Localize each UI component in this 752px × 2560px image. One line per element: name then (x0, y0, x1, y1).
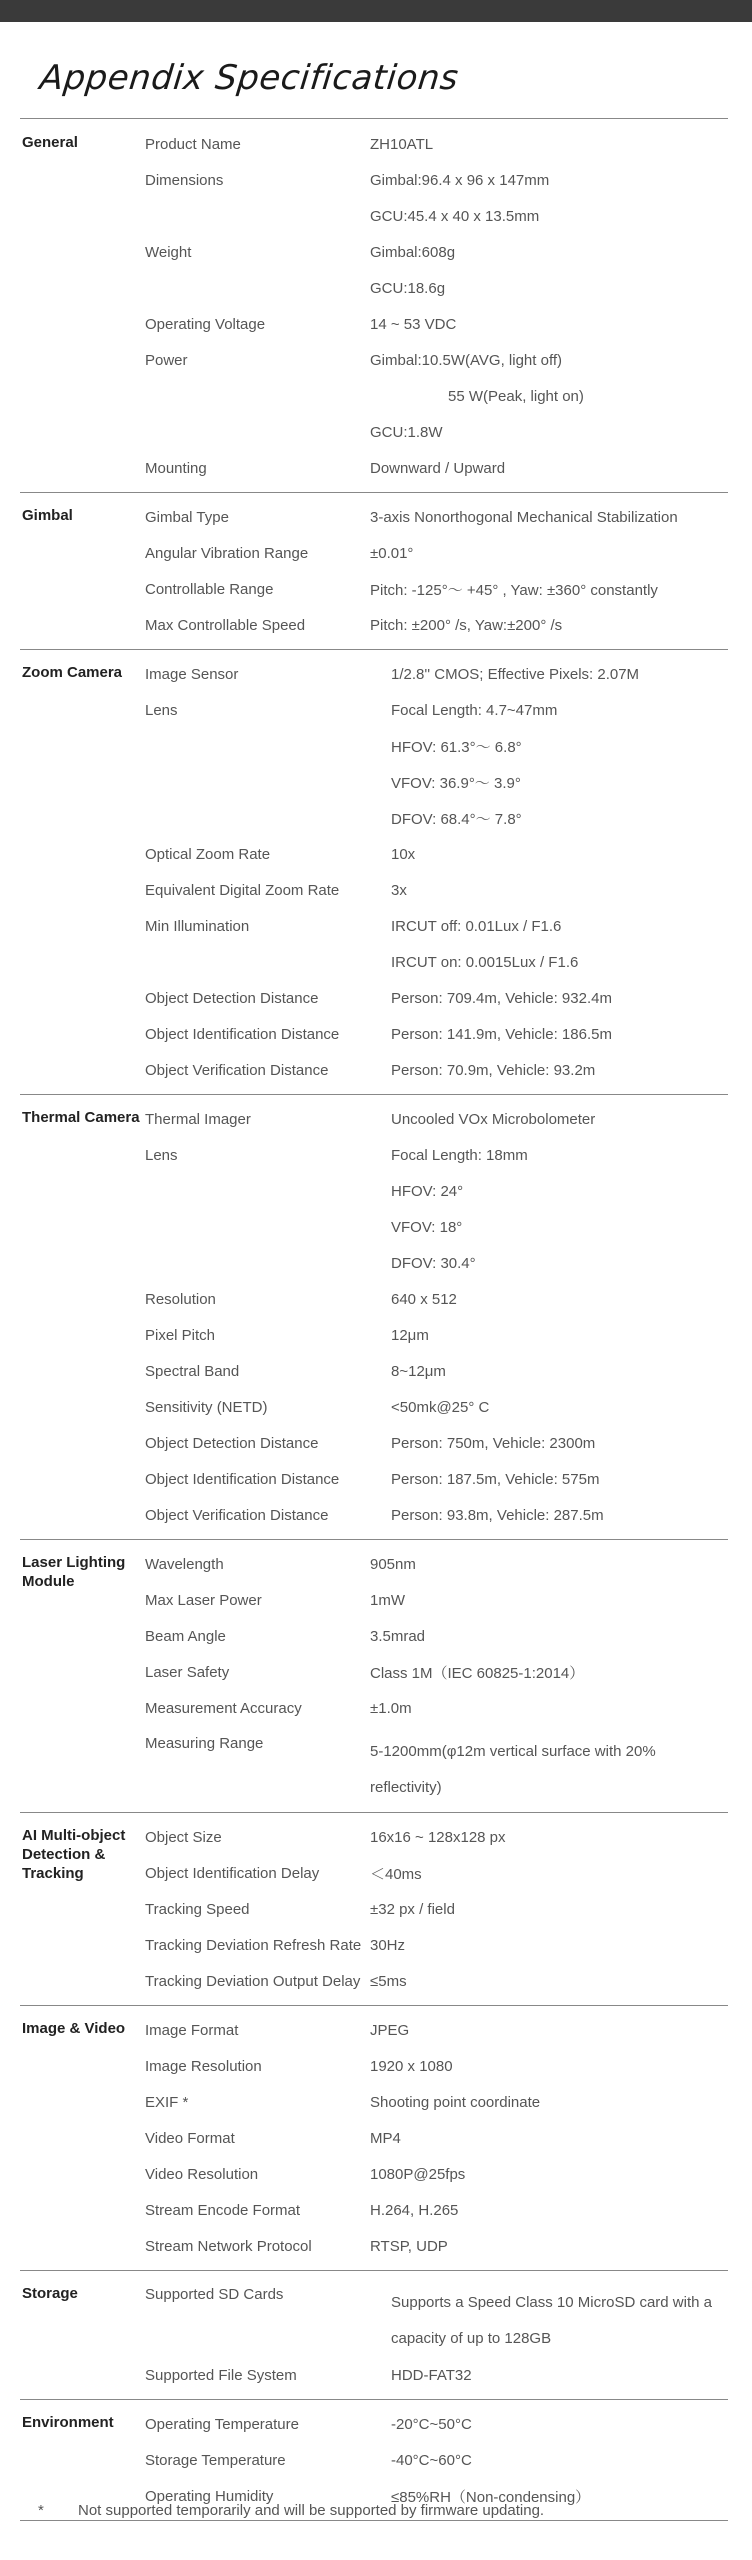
spec-section (20, 493, 728, 650)
spec-row (20, 692, 728, 728)
spec-value: 3-axis Nonorthogonal Mechanical Stabilization (370, 508, 678, 526)
spec-label: Object Detection Distance (145, 1434, 319, 1452)
spec-label: Object Detection Distance (145, 989, 319, 1007)
spec-row (20, 1654, 728, 1690)
spec-value: HDD-FAT32 (391, 2366, 472, 2384)
spec-label: Supported SD Cards (145, 2286, 284, 2303)
spec-label: Wavelength (145, 1555, 224, 1573)
spec-value: Supports a Speed Class 10 MicroSD card with a capacity of up to 128GB (391, 2294, 712, 2347)
section-heading: AI Multi-object Detection & Tracking (22, 1827, 126, 1882)
spec-value: Pitch: -125°～ +45° , Yaw: ±360° constantly (370, 581, 658, 599)
spec-row (20, 1963, 728, 1999)
spec-label: Resolution (145, 1290, 216, 1308)
spec-value: RTSP, UDP (370, 2237, 448, 2255)
spec-row (20, 571, 728, 607)
spec-value: 12μm (391, 1326, 429, 1344)
spec-row (20, 1927, 728, 1963)
spec-section (20, 120, 728, 493)
spec-row (20, 1281, 728, 1317)
spec-value: 30Hz (370, 1936, 406, 1954)
spec-table (20, 120, 728, 2521)
spec-label: Operating Voltage (145, 315, 266, 333)
spec-row (20, 2120, 728, 2156)
spec-row (20, 2228, 728, 2264)
spec-label: EXIF * (145, 2093, 189, 2111)
spec-value: DFOV: 30.4° (391, 1254, 476, 1272)
spec-value: Gimbal:96.4 x 96 x 147mm (370, 171, 550, 189)
spec-value: 16x16 ~ 128x128 px (370, 1828, 506, 1846)
spec-label: Image Format (145, 2021, 239, 2039)
spec-value: ≤85%RH（Non-condensing） (391, 2488, 591, 2506)
spec-label: Object Identification Distance (145, 1470, 340, 1488)
spec-value: IRCUT on: 0.0015Lux / F1.6 (391, 953, 579, 971)
spec-row (20, 2048, 728, 2084)
spec-row (20, 378, 728, 414)
spec-row (20, 1618, 728, 1654)
spec-value: VFOV: 18° (391, 1218, 463, 1236)
spec-row (20, 234, 728, 270)
spec-label: Supported File System (145, 2366, 297, 2384)
spec-row (20, 2084, 728, 2120)
spec-value: ≤5ms (370, 1972, 407, 1990)
spec-section (20, 1540, 728, 1813)
footnote-text: Not supported temporarily and will be supported by firmware updating. (78, 2502, 545, 2519)
section-heading: Gimbal (22, 507, 73, 524)
section-heading: Laser Lighting Module (22, 1554, 126, 1590)
spec-label: Product Name (145, 135, 241, 153)
spec-label: Sensitivity (NETD) (145, 1398, 268, 1416)
spec-row (20, 1497, 728, 1533)
top-bar (0, 0, 752, 22)
spec-row (20, 800, 728, 836)
spec-row (20, 414, 728, 450)
spec-label: Stream Network Protocol (145, 2237, 312, 2255)
spec-row (20, 728, 728, 764)
spec-row (20, 1137, 728, 1173)
spec-row (20, 1209, 728, 1245)
spec-value: 8~12μm (391, 1362, 446, 1380)
spec-label: Lens (145, 1146, 178, 1164)
spec-row (20, 198, 728, 234)
spec-label: Mounting (145, 459, 207, 477)
section-heading: Image & Video (22, 2020, 126, 2037)
spec-label: Video Resolution (145, 2165, 259, 2183)
spec-section (20, 2271, 728, 2400)
spec-row (20, 1016, 728, 1052)
spec-value: Downward / Upward (370, 459, 506, 477)
spec-value: VFOV: 36.9°～ 3.9° (391, 774, 521, 792)
spec-label: Weight (145, 243, 192, 261)
spec-value: GCU:18.6g (370, 279, 446, 297)
spec-row (20, 1052, 728, 1088)
spec-value: 1/2.8'' CMOS; Effective Pixels: 2.07M (391, 665, 640, 683)
spec-row (20, 306, 728, 342)
spec-value: 3.5mrad (370, 1627, 426, 1645)
spec-value: ±0.01° (370, 544, 414, 562)
spec-value: Person: 709.4m, Vehicle: 932.4m (391, 989, 612, 1007)
spec-label: Power (145, 351, 188, 369)
section-heading: General (22, 134, 78, 151)
spec-value: Class 1M（IEC 60825-1:2014） (370, 1664, 585, 1682)
spec-value: 10x (391, 845, 416, 863)
spec-label: Measurement Accuracy (145, 1699, 302, 1717)
spec-value: Shooting point coordinate (370, 2093, 541, 2111)
spec-value: -40°C~60°C (391, 2451, 472, 2469)
page-title: Appendix Specifications (37, 58, 461, 98)
spec-value: 1080P@25fps (370, 2165, 466, 2183)
spec-label: Tracking Deviation Refresh Rate (145, 1936, 362, 1954)
spec-value: 14 ~ 53 VDC (370, 315, 457, 333)
spec-label: Image Resolution (145, 2057, 262, 2075)
section-heading: Thermal Camera (22, 1109, 140, 1126)
spec-value: 55 W(Peak, light on) (448, 387, 584, 405)
spec-value: DFOV: 68.4°～ 7.8° (391, 810, 522, 828)
spec-row (20, 1317, 728, 1353)
spec-label: Thermal Imager (145, 1110, 251, 1128)
footnote-mark: * (38, 2502, 44, 2519)
spec-value: JPEG (370, 2021, 410, 2039)
spec-label: Object Verification Distance (145, 1506, 329, 1524)
spec-row (20, 1245, 728, 1281)
spec-row (20, 450, 728, 486)
spec-value: -20°C~50°C (391, 2415, 472, 2433)
spec-label: Laser Safety (145, 1663, 230, 1681)
spec-value: <50mk@25° C (391, 1398, 490, 1416)
spec-row (20, 944, 728, 980)
spec-value: Gimbal:608g (370, 243, 456, 261)
spec-row (20, 1891, 728, 1927)
spec-row (20, 2156, 728, 2192)
spec-value: ZH10ATL (370, 135, 434, 153)
spec-value: Uncooled VOx Microbolometer (391, 1110, 596, 1128)
spec-value: 905nm (370, 1555, 416, 1573)
spec-label: Object Verification Distance (145, 1061, 329, 1079)
spec-value: Gimbal:10.5W(AVG, light off) (370, 351, 563, 369)
spec-value: Focal Length: 18mm (391, 1146, 528, 1164)
spec-value: Person: 187.5m, Vehicle: 575m (391, 1470, 600, 1488)
spec-row (20, 342, 728, 378)
spec-row (20, 872, 728, 908)
spec-row (20, 1461, 728, 1497)
spec-row (20, 980, 728, 1016)
spec-value: Person: 70.9m, Vehicle: 93.2m (391, 1061, 596, 1079)
spec-label: Lens (145, 701, 178, 719)
spec-value: ±32 px / field (370, 1900, 455, 1918)
spec-label: Optical Zoom Rate (145, 845, 271, 863)
spec-value: MP4 (370, 2129, 401, 2147)
spec-value: Person: 141.9m, Vehicle: 186.5m (391, 1025, 612, 1043)
spec-value: 1mW (370, 1591, 405, 1609)
spec-label: Min Illumination (145, 917, 250, 935)
spec-value: Focal Length: 4.7~47mm (391, 701, 558, 719)
spec-section (20, 1095, 728, 1540)
spec-row (20, 2357, 728, 2393)
spec-value: ＜40ms (370, 1865, 422, 1883)
spec-value: GCU:1.8W (370, 423, 443, 441)
spec-value: 5-1200mm(φ12m vertical surface with 20% reflectivity) (370, 1743, 656, 1796)
spec-row (20, 836, 728, 872)
spec-label: Operating Humidity (145, 2487, 274, 2505)
spec-label: Equivalent Digital Zoom Rate (145, 881, 340, 899)
spec-value: HFOV: 61.3°～ 6.8° (391, 738, 522, 756)
spec-label: Angular Vibration Range (145, 544, 309, 562)
spec-value: 640 x 512 (391, 1290, 457, 1308)
spec-value: Person: 750m, Vehicle: 2300m (391, 1434, 596, 1452)
spec-row (20, 270, 728, 306)
spec-value: HFOV: 24° (391, 1182, 464, 1200)
spec-row (20, 1726, 728, 1806)
title-divider (20, 118, 728, 119)
spec-row (20, 908, 728, 944)
spec-label: Beam Angle (145, 1627, 226, 1645)
spec-label: Video Format (145, 2129, 235, 2147)
spec-row (20, 1389, 728, 1425)
spec-label: Controllable Range (145, 580, 274, 598)
spec-row (20, 1690, 728, 1726)
spec-row (20, 607, 728, 643)
spec-label: Tracking Deviation Output Delay (145, 1972, 361, 1990)
spec-row (20, 162, 728, 198)
spec-label: Object Identification Distance (145, 1025, 340, 1043)
spec-row (20, 535, 728, 571)
spec-label: Spectral Band (145, 1362, 240, 1380)
spec-label: Image Sensor (145, 665, 239, 683)
spec-row (20, 2442, 728, 2478)
spec-value: Pitch: ±200° /s, Yaw:±200° /s (370, 616, 563, 634)
spec-value: ±1.0m (370, 1699, 412, 1717)
spec-label: Dimensions (145, 171, 224, 189)
spec-label: Tracking Speed (145, 1900, 250, 1918)
spec-label: Pixel Pitch (145, 1326, 216, 1344)
spec-section (20, 2006, 728, 2271)
spec-value: H.264, H.265 (370, 2201, 459, 2219)
section-heading: Environment (22, 2414, 114, 2431)
spec-label: Operating Temperature (145, 2415, 299, 2433)
spec-row (20, 1173, 728, 1209)
spec-section (20, 1813, 728, 2006)
spec-row (20, 2192, 728, 2228)
spec-label: Storage Temperature (145, 2451, 286, 2469)
section-heading: Storage (22, 2285, 78, 2302)
spec-value: 1920 x 1080 (370, 2057, 453, 2075)
spec-label: Max Laser Power (145, 1591, 262, 1609)
spec-label: Measuring Range (145, 1735, 264, 1752)
section-heading: Zoom Camera (22, 664, 123, 681)
spec-value: 3x (391, 881, 407, 899)
spec-value: GCU:45.4 x 40 x 13.5mm (370, 207, 540, 225)
spec-label: Object Identification Delay (145, 1864, 320, 1882)
spec-row (20, 1353, 728, 1389)
spec-row (20, 1425, 728, 1461)
footnote (38, 2502, 544, 2519)
spec-value: Person: 93.8m, Vehicle: 287.5m (391, 1506, 604, 1524)
spec-label: Gimbal Type (145, 508, 229, 526)
spec-value: IRCUT off: 0.01Lux / F1.6 (391, 917, 562, 935)
spec-row (20, 764, 728, 800)
spec-section (20, 650, 728, 1095)
spec-label: Max Controllable Speed (145, 616, 306, 634)
spec-label: Stream Encode Format (145, 2201, 301, 2219)
spec-label: Object Size (145, 1828, 222, 1846)
